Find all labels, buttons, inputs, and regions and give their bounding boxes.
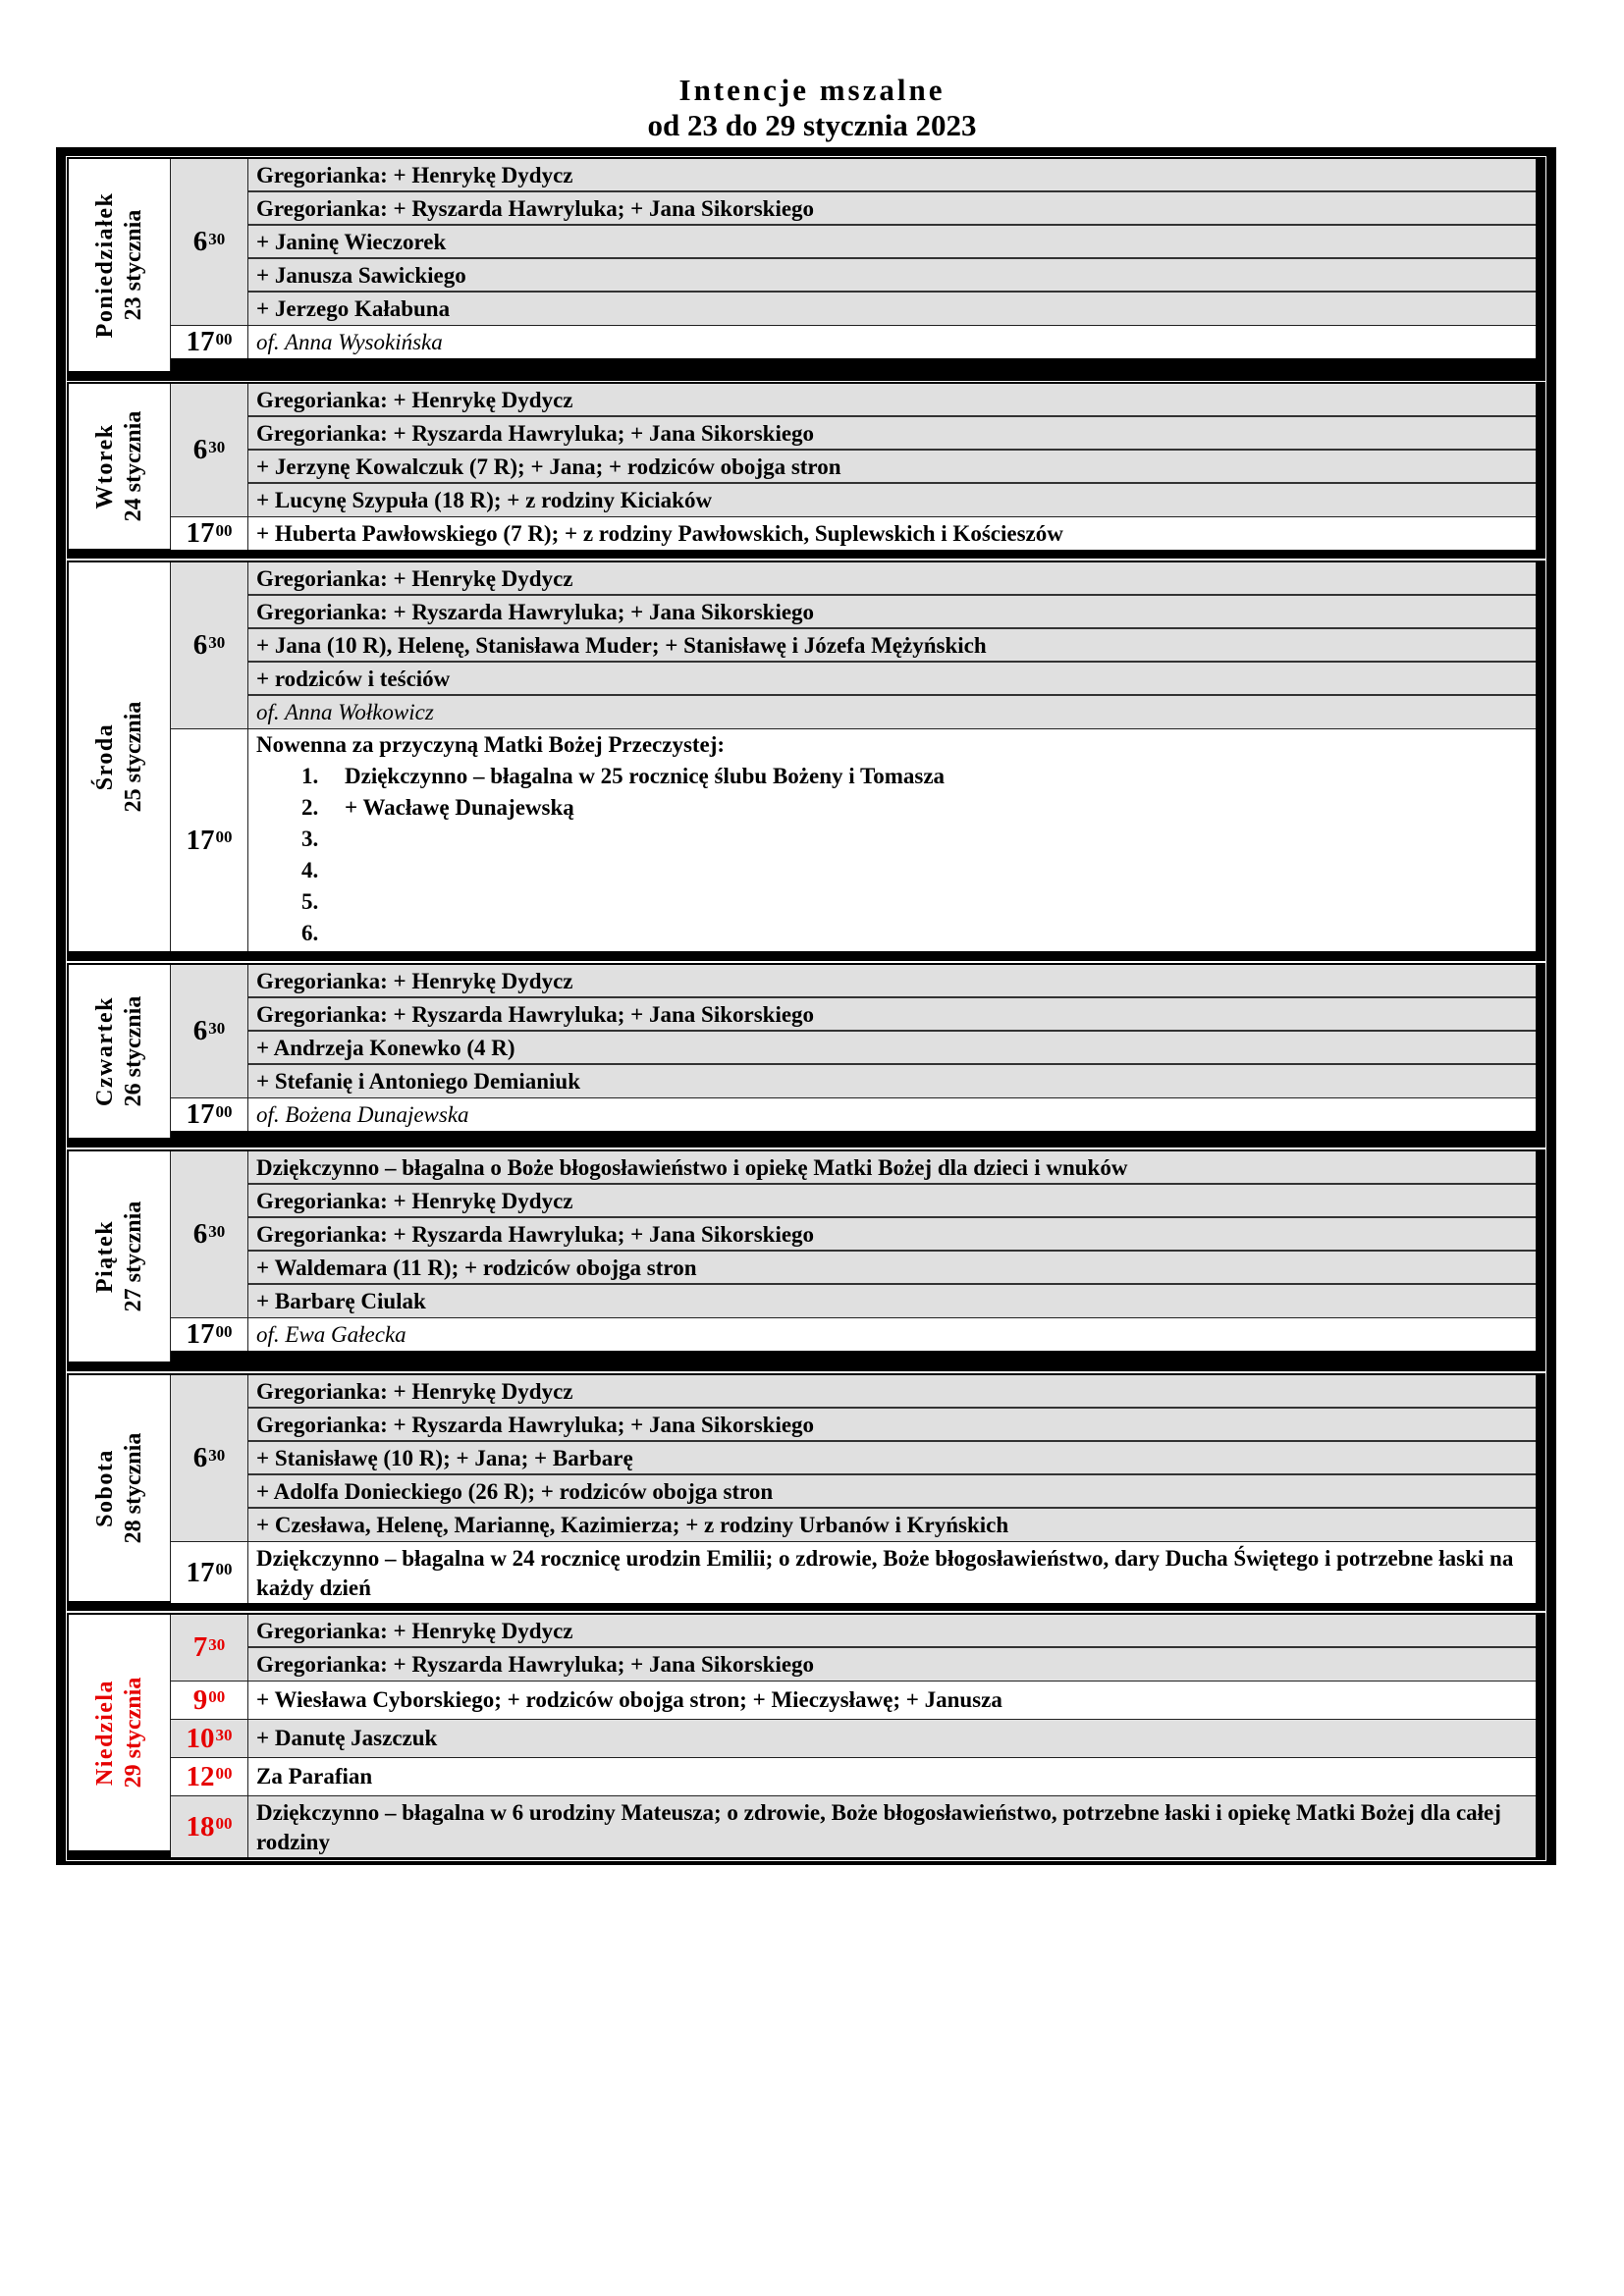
day-date: 26 stycznia: [120, 995, 146, 1107]
mass-time: 6 $^{30}$: [171, 1375, 248, 1541]
intention-row: + Danutę Jaszczuk: [256, 1726, 438, 1750]
day-date: 29 stycznia: [120, 1677, 146, 1789]
mass-session: [171, 729, 1536, 951]
day-date: 25 stycznia: [120, 701, 146, 813]
mass-time: 6 $^{30}$: [171, 562, 248, 728]
intention-row: + Lucynę Szypuła (18 R); + z rodziny Kiciaków: [256, 488, 713, 512]
mass-session: [171, 159, 1536, 326]
day-name: Środa: [91, 722, 118, 791]
day-cell: [69, 562, 171, 951]
novena-item: 1. Dziękczynno – błagalna w 25 rocznicę ślubu Bożeny i Tomasza: [301, 764, 946, 788]
novena-item: 4.: [301, 858, 319, 882]
mass-time: 10 $^{30}$: [171, 1720, 248, 1757]
mass-session: [171, 1151, 1536, 1318]
intention-row: + Huberta Pawłowskiego (7 R); + z rodziny Pawłowskich, Suplewskich i Kościeszów: [256, 521, 1063, 546]
intention-row: + Barbarę Ciulak: [256, 1289, 426, 1313]
mass-session: [171, 562, 1536, 729]
intention-row: Dziękczynno – błagalna w 6 urodziny Mateusza; o zdrowie, Boże błogosławieństwo, potrzebne łaski i opiekę Matki Bożej dla całej rodziny: [256, 1800, 1501, 1854]
intention-row: + rodziców i teściów: [248, 663, 1536, 696]
intention-row: + Stefanię i Antoniego Demianiuk: [256, 1069, 581, 1094]
intention-row: + Janinę Wieczorek: [248, 226, 1536, 259]
mass-session: [171, 965, 1536, 1098]
intention-row: + Jerzego Kałabuna: [256, 296, 451, 321]
mass-session: [171, 1796, 1536, 1857]
mass-time: 6 $^{30}$: [171, 384, 248, 516]
mass-session: [171, 1542, 1536, 1603]
intention-row: Gregorianka: + Ryszarda Hawryluka; + Jana Sikorskiego: [248, 192, 1536, 226]
intentions-table: [56, 147, 1556, 1865]
intention-row: Gregorianka: + Henrykę Dydycz: [248, 965, 1536, 998]
mass-time: 7 $^{30}$: [171, 1615, 248, 1681]
day-name: Poniedziałek: [91, 191, 118, 339]
intention-row: Dziękczynno – błagalna w 24 rocznicę urodzin Emilii; o zdrowie, Boże błogosławieństwo, dary Ducha Świętego i potrzebne łaski na każdy dzień: [256, 1546, 1514, 1600]
intention-row: + Adolfa Donieckiego (26 R); + rodziców obojga stron: [248, 1475, 1536, 1509]
intention-row: Za Parafian: [256, 1764, 373, 1789]
day-cell: [69, 384, 171, 549]
intention-row: Gregorianka: + Henrykę Dydycz: [248, 384, 1536, 417]
day-name: Piątek: [91, 1219, 118, 1294]
mass-session: [171, 326, 1536, 358]
mass-session: [171, 1318, 1536, 1351]
day-cell: [69, 1151, 171, 1362]
mass-session: [171, 1720, 1536, 1758]
novena-list: [248, 729, 1536, 951]
day-name: Czwartek: [91, 996, 118, 1106]
day-block-monday: [66, 156, 1546, 382]
mass-session: [171, 1375, 1536, 1542]
day-cell: [69, 1615, 171, 1850]
novena-item: 2. + Wacławę Dunajewską: [301, 795, 574, 820]
intention-row: Gregorianka: + Ryszarda Hawryluka; + Jana Sikorskiego: [248, 1409, 1536, 1442]
day-date: 23 stycznia: [120, 209, 146, 321]
day-cell: [69, 1375, 171, 1601]
intention-row: Gregorianka: + Henrykę Dydycz: [248, 1375, 1536, 1409]
intention-row: + Jana (10 R), Helenę, Stanisława Muder; + Stanisławę i Józefa Mężyńskich: [248, 629, 1536, 663]
mass-session: [171, 384, 1536, 517]
mass-time: 17 $^{00}$: [171, 517, 248, 550]
day-block-tuesday: [66, 381, 1546, 560]
day-name: Wtorek: [91, 423, 118, 509]
page-title: Intencje mszalne: [678, 73, 946, 107]
day-block-saturday: [66, 1372, 1546, 1612]
mass-time: 6 $^{30}$: [171, 965, 248, 1097]
mass-time: 17 $^{00}$: [171, 1318, 248, 1351]
intention-row: + Jerzynę Kowalczuk (7 R); + Jana; + rodziców obojga stron: [248, 451, 1536, 484]
intention-row: + Andrzeja Konewko (4 R): [248, 1032, 1536, 1065]
intention-row: + Stanisławę (10 R); + Jana; + Barbarę: [248, 1442, 1536, 1475]
mass-session: [171, 1098, 1536, 1131]
day-block-thursday: [66, 962, 1546, 1148]
intention-row: Gregorianka: + Henrykę Dydycz: [248, 1185, 1536, 1218]
intention-row: Gregorianka: + Ryszarda Hawryluka; + Jana Sikorskiego: [248, 417, 1536, 451]
page-subtitle: od 23 do 29 stycznia 2023: [647, 108, 977, 142]
intention-row: + Waldemara (11 R); + rodziców obojga stron: [248, 1252, 1536, 1285]
intention-row: Gregorianka: + Ryszarda Hawryluka; + Jana Sikorskiego: [248, 596, 1536, 629]
mass-time: 6 $^{30}$: [171, 1151, 248, 1317]
day-name: Niedziela: [91, 1679, 118, 1787]
intention-row: Gregorianka: + Ryszarda Hawryluka; + Jana Sikorskiego: [248, 1218, 1536, 1252]
mass-time: 17 $^{00}$: [171, 729, 248, 951]
novena-item: 5.: [301, 889, 319, 914]
mass-session: [171, 1682, 1536, 1720]
day-cell: [69, 159, 171, 371]
intention-row: of. Ewa Gałecka: [256, 1322, 406, 1347]
intention-row: + Janusza Sawickiego: [248, 259, 1536, 293]
intention-row: Gregorianka: + Ryszarda Hawryluka; + Jana Sikorskiego: [248, 998, 1536, 1032]
intention-row: of. Bożena Dunajewska: [256, 1102, 469, 1127]
mass-time: 18 $^{00}$: [171, 1796, 248, 1857]
novena-item: 3.: [301, 827, 319, 851]
day-block-wednesday: [66, 560, 1546, 962]
novena-title: Nowenna za przyczyną Matki Bożej Przeczystej:: [256, 732, 726, 757]
day-block-sunday: [66, 1612, 1546, 1861]
mass-session: [171, 517, 1536, 550]
intention-row: Dziękczynno – błagalna o Boże błogosławieństwo i opiekę Matki Bożej dla dzieci i wnuków: [248, 1151, 1536, 1185]
mass-session: [171, 1615, 1536, 1682]
day-name: Sobota: [91, 1449, 118, 1527]
day-block-friday: [66, 1148, 1546, 1372]
intention-row: + Czesława, Helenę, Mariannę, Kazimierza; + z rodziny Urbanów i Kryńskich: [256, 1513, 1009, 1537]
day-date: 24 stycznia: [120, 410, 146, 522]
novena-item: 6.: [301, 921, 319, 945]
mass-time: 6 $^{30}$: [171, 159, 248, 325]
intention-row: Gregorianka: + Henrykę Dydycz: [248, 159, 1536, 192]
intention-row: of. Anna Wysokińska: [256, 330, 443, 354]
day-cell: [69, 965, 171, 1138]
mass-time: 17 $^{00}$: [171, 326, 248, 358]
mass-time: 12 $^{00}$: [171, 1758, 248, 1795]
intention-row: + Wiesława Cyborskiego; + rodziców obojga stron; + Mieczysławę; + Janusza: [256, 1687, 1002, 1712]
mass-time: 17 $^{00}$: [171, 1098, 248, 1131]
day-date: 27 stycznia: [120, 1201, 146, 1312]
day-date: 28 stycznia: [120, 1432, 146, 1544]
mass-time: 17 $^{00}$: [171, 1542, 248, 1603]
mass-session: [171, 1758, 1536, 1796]
intention-row: of. Anna Wołkowicz: [256, 700, 434, 724]
intention-row: Gregorianka: + Henrykę Dydycz: [248, 562, 1536, 596]
intention-row: Gregorianka: + Ryszarda Hawryluka; + Jana Sikorskiego: [256, 1652, 815, 1677]
intention-row: Gregorianka: + Henrykę Dydycz: [248, 1615, 1536, 1648]
mass-time: 9 $^{00}$: [171, 1682, 248, 1719]
